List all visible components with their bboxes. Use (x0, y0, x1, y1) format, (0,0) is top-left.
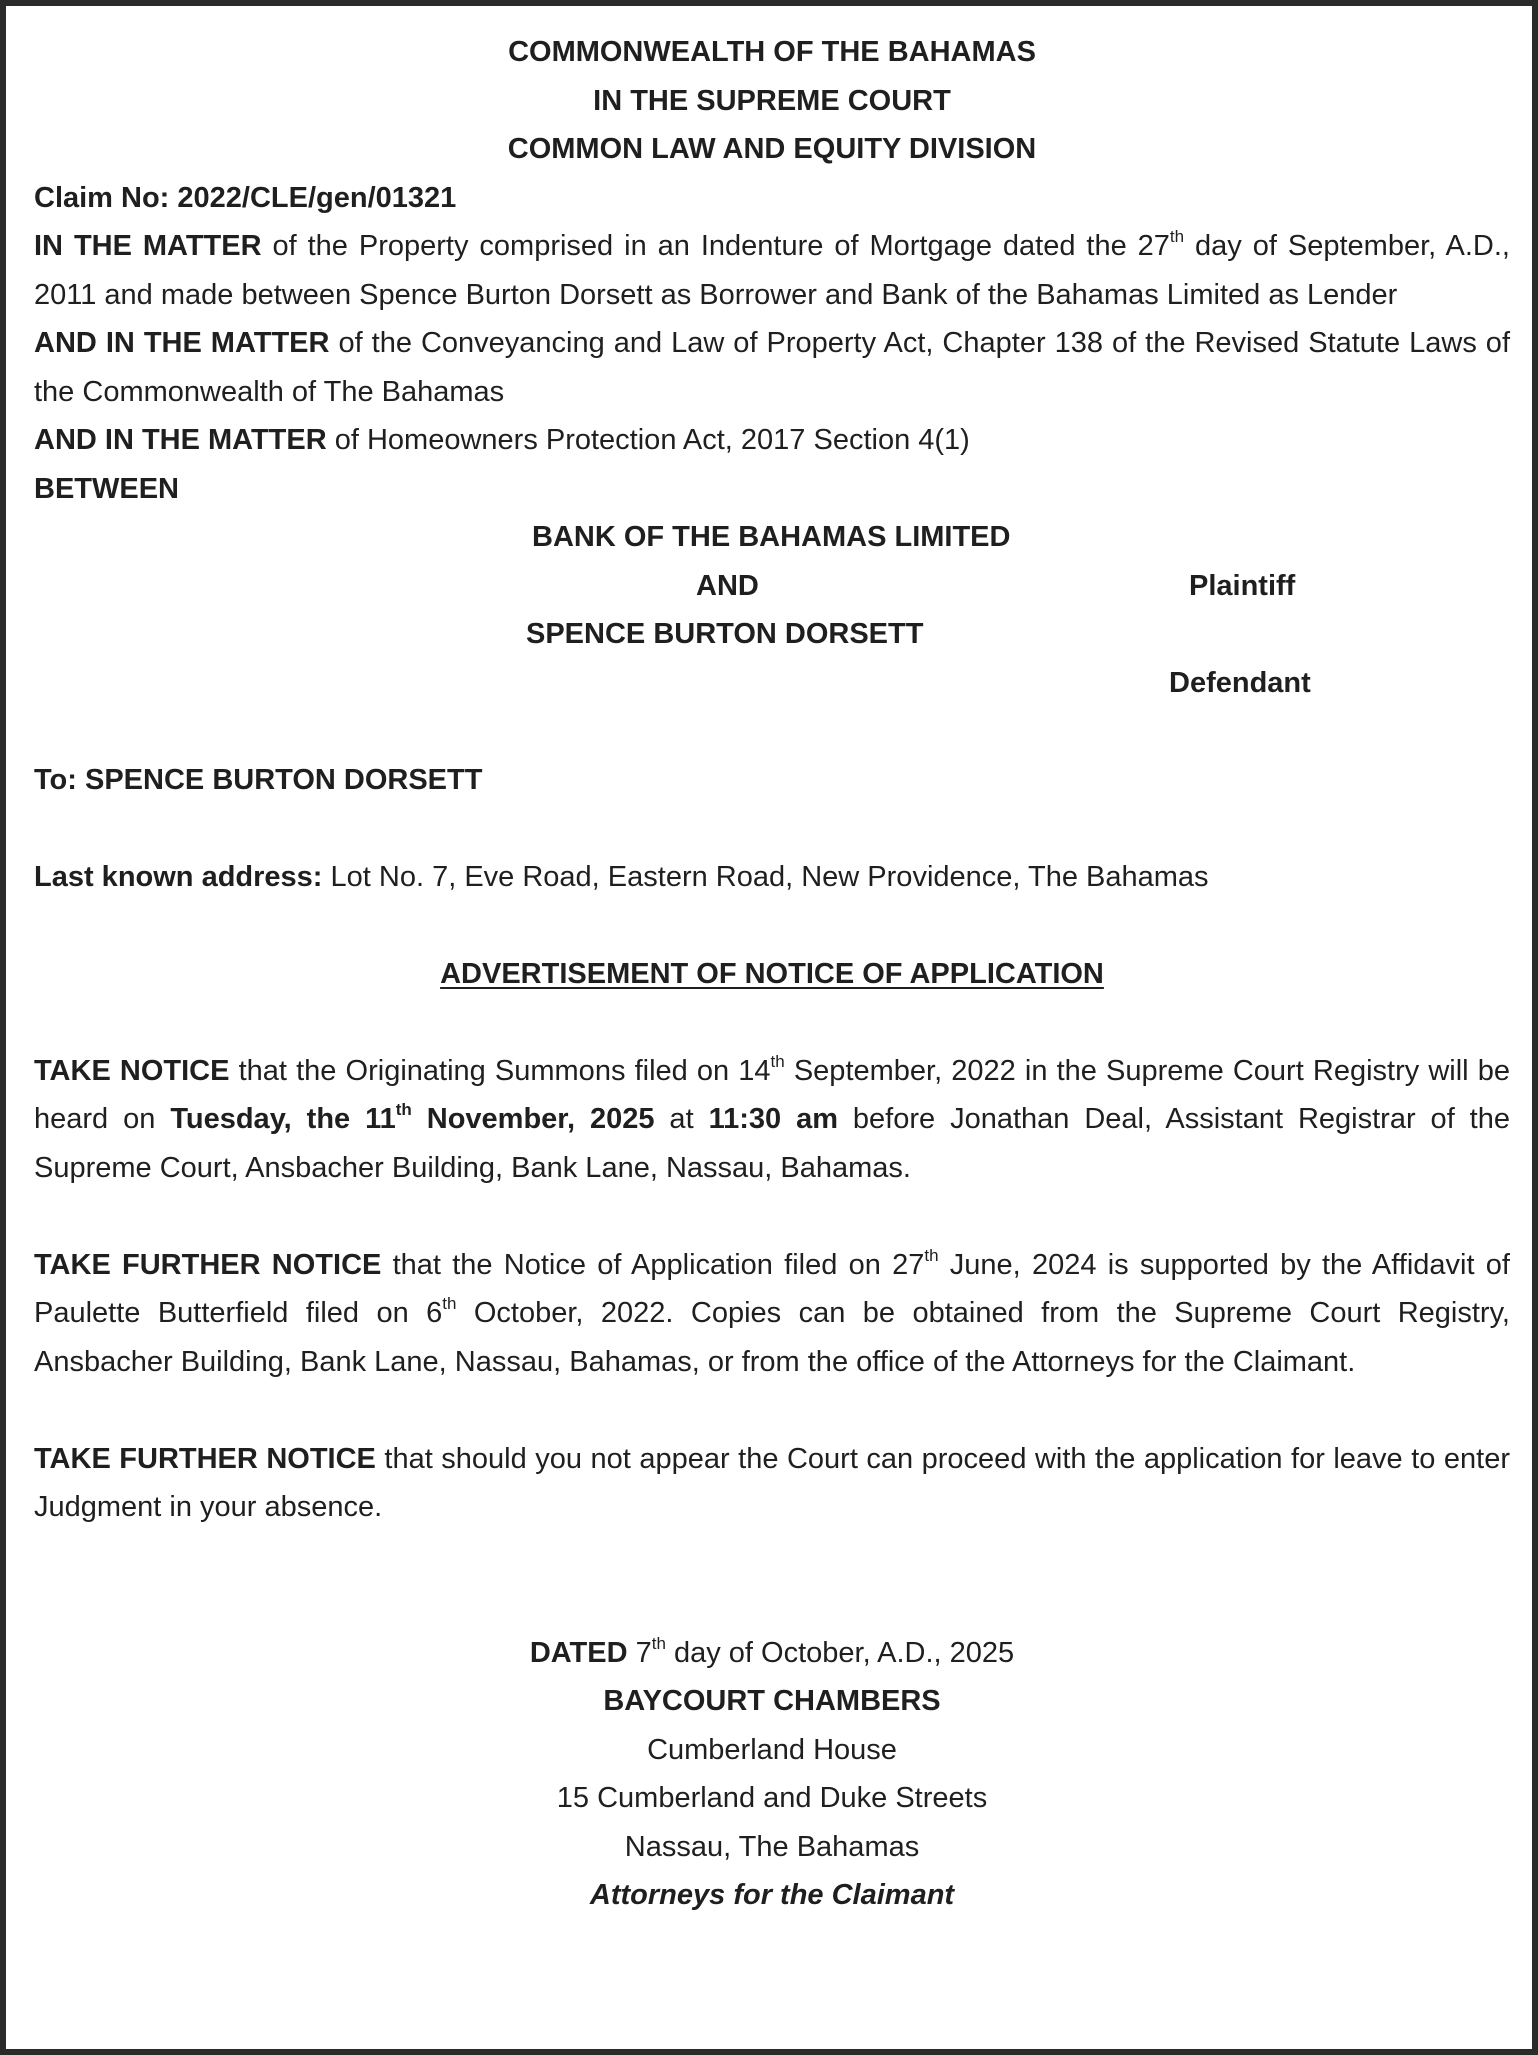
spacer (34, 1532, 1510, 1581)
defendant-name: SPENCE BURTON DORSETT (526, 618, 924, 650)
address-value: Lot No. 7, Eve Road, Eastern Road, New Providence, The Bahamas (322, 860, 1209, 893)
claim-number (34, 174, 1510, 223)
ordinal-suffix: th (924, 1245, 939, 1265)
parties-block (34, 513, 1510, 707)
matter-text: of the Conveyancing and Law of Property Act, Chapter 138 of the Revised Statute Laws of the Commonwealth of The Bahamas (34, 327, 1510, 408)
spacer (34, 1386, 1510, 1435)
dated-text: 7 (627, 1636, 652, 1669)
ordinal-suffix: th (1169, 227, 1185, 247)
ordinal-suffix: th (395, 1100, 412, 1120)
notice-title: ADVERTISEMENT OF NOTICE OF APPLICATION (440, 957, 1104, 990)
header-commonwealth: COMMONWEALTH OF THE BAHAMAS (508, 36, 1036, 68)
matter-conveyancing-act (34, 319, 1510, 416)
header-division: COMMON LAW AND EQUITY DIVISION (507, 133, 1037, 165)
to-label: To: (34, 763, 77, 796)
paragraph-text: before Jonathan Deal, Assistant Registrar of the Supreme Court, Ansbacher Building, Bank Lane, Nassau, Bahamas. (34, 1103, 1510, 1184)
matter-homeowners-act (34, 416, 1510, 465)
paragraph-text: October, 2022. Copies can be obtained from the Supreme Court Registry, Ansbacher Building, Bank Lane, Nassau, Bahamas, or from the office of the Attorneys for the Claimant. (34, 1297, 1510, 1378)
header-court: IN THE SUPREME COURT (593, 84, 951, 117)
paragraph-further-notice-absence (34, 1435, 1510, 1532)
plaintiff-name: BANK OF THE BAHAMAS LIMITED (532, 521, 1011, 553)
between-label: BETWEEN (34, 472, 179, 505)
ordinal-suffix: th (442, 1294, 457, 1314)
signature-block (34, 1629, 1510, 1920)
ordinal-suffix: th (770, 1051, 785, 1071)
matter-lead: IN THE MATTER (34, 230, 262, 262)
spacer (34, 901, 1510, 950)
matter-text: of the Property comprised in an Indenture of Mortgage dated the 27 (261, 230, 1170, 262)
paragraph-text: that the Originating Summons filed on 14 (229, 1054, 771, 1087)
parties-row-4 (34, 659, 1510, 708)
firm-address-2: 15 Cumberland and Duke Streets (556, 1782, 988, 1814)
matter-mortgage (34, 222, 1510, 319)
paragraph-lead: TAKE NOTICE (34, 1054, 230, 1087)
claim-value: 2022/CLE/gen/01321 (177, 181, 457, 214)
hearing-time: 11:30 am (708, 1103, 838, 1135)
matter-lead: AND IN THE MATTER (34, 327, 330, 359)
spacer (34, 707, 1510, 756)
dated-label: DATED (529, 1636, 628, 1669)
paragraph-text: that the Notice of Application filed on 27 (381, 1248, 925, 1281)
parties-row-2 (34, 562, 1510, 611)
spacer (34, 804, 1510, 853)
recipient-address (34, 853, 1510, 902)
and-label: AND (696, 569, 759, 602)
firm-address-3: Nassau, The Bahamas (624, 1830, 920, 1863)
matter-text: day of September, A.D., 2011 and made between Spence Burton Dorsett as Borrower and Bank of the Bahamas Limited as Lender (34, 230, 1510, 311)
recipient-to (34, 756, 1510, 805)
matter-text: of Homeowners Protection Act, 2017 Section 4(1) (326, 424, 970, 456)
firm-name: BAYCOURT CHAMBERS (603, 1685, 941, 1717)
firm-role: Attorneys for the Claimant (589, 1879, 955, 1911)
dated-line (34, 1629, 1510, 1678)
matter-lead: AND IN THE MATTER (34, 424, 327, 456)
notice-content (34, 28, 1510, 1920)
ordinal-suffix: th (651, 1633, 666, 1653)
spacer (34, 998, 1510, 1047)
hearing-date: November, 2025 (411, 1103, 655, 1135)
defendant-role: Defendant (1169, 666, 1311, 699)
paragraph-further-notice-affidavit (34, 1241, 1510, 1387)
dated-text: day of October, A.D., 2025 (665, 1636, 1015, 1669)
spacer (34, 1192, 1510, 1241)
parties-row-1 (34, 513, 1510, 562)
firm-address-1: Cumberland House (647, 1733, 897, 1766)
paragraph-text: that should you not appear the Court can proceed with the application for leave to enter Judgment in your absence. (34, 1442, 1510, 1523)
paragraph-take-notice (34, 1047, 1510, 1193)
parties-row-3 (34, 610, 1510, 659)
paragraph-lead: TAKE FURTHER NOTICE (34, 1248, 382, 1281)
address-label: Last known address: (34, 860, 323, 893)
paragraph-lead: TAKE FURTHER NOTICE (34, 1442, 376, 1475)
spacer (34, 1580, 1510, 1629)
paragraph-text: at (654, 1103, 709, 1135)
plaintiff-role: Plaintiff (1189, 569, 1296, 602)
hearing-date: Tuesday, the 11 (170, 1103, 396, 1135)
paragraph-text: September, 2022 in the Supreme Court Registry will be heard on (34, 1054, 1511, 1135)
paragraph-text: June, 2024 is supported by the Affidavit of Paulette Butterfield filed on 6 (34, 1248, 1510, 1329)
to-name: SPENCE BURTON DORSETT (85, 763, 483, 796)
claim-label: Claim No: (34, 181, 170, 214)
